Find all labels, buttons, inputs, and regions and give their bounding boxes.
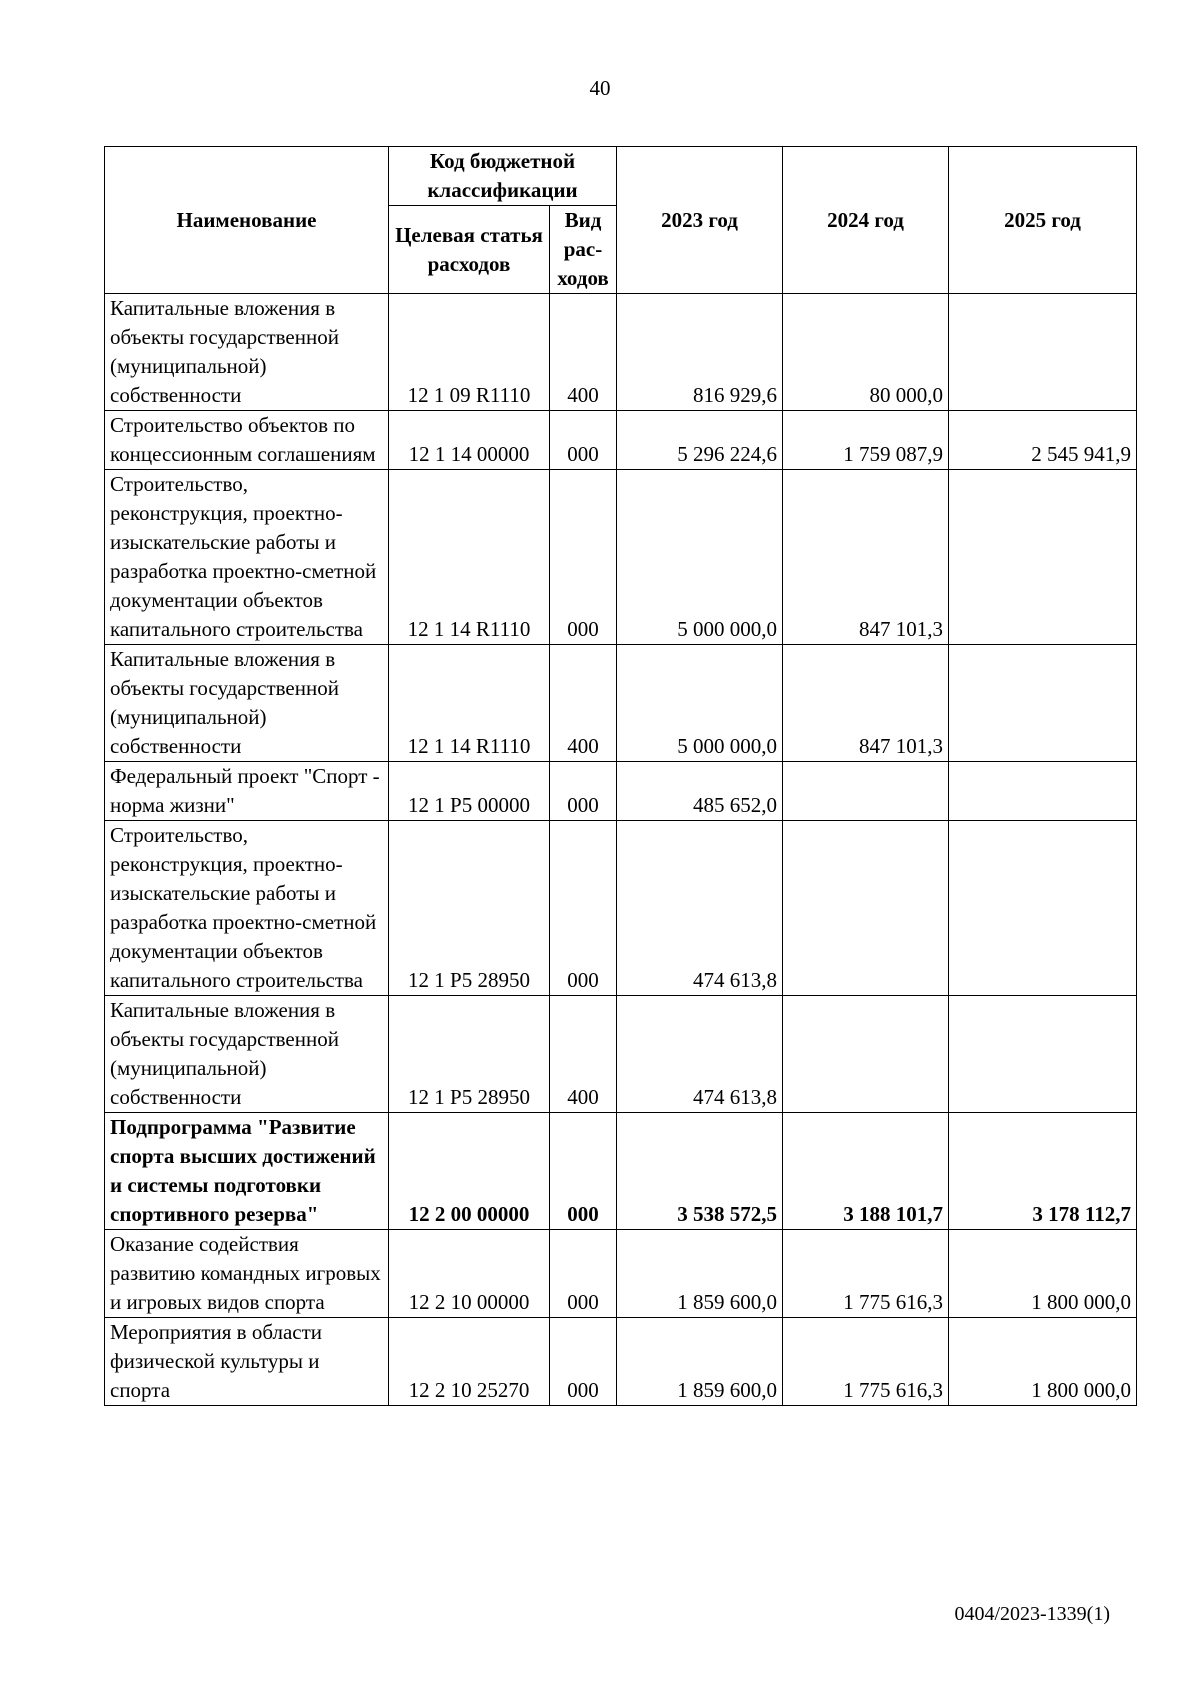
table-row [105, 470, 1137, 645]
row-2023: 485 652,0 [617, 762, 783, 821]
header-row [105, 147, 1137, 206]
row-target-code: 12 1 P5 00000 [389, 762, 550, 821]
row-name: Федеральный проект "Спорт - норма жизни" [105, 762, 389, 821]
row-name: Строительство, реконструкция, проектно-изыскательские работы и разработка проектно-сметной документации объектов капитального строительства [105, 470, 389, 645]
table-row [105, 996, 1137, 1113]
table-row [105, 1318, 1137, 1406]
table-row [105, 1230, 1137, 1318]
row-2025 [949, 645, 1137, 762]
row-2025 [949, 294, 1137, 411]
header-target-article: Целевая статья расходов [389, 206, 550, 294]
row-name: Подпрограмма "Развитие спорта высших достижений и системы подготовки спортивного резерва" [105, 1113, 389, 1230]
row-2024: 1 775 616,3 [783, 1230, 949, 1318]
row-name: Мероприятия в области физической культуры и спорта [105, 1318, 389, 1406]
row-target-code: 12 1 14 R1110 [389, 470, 550, 645]
row-target-code: 12 1 14 R1110 [389, 645, 550, 762]
row-2024: 847 101,3 [783, 645, 949, 762]
row-2024: 847 101,3 [783, 470, 949, 645]
row-2025 [949, 762, 1137, 821]
row-name: Капитальные вложения в объекты государственной (муниципальной) собственности [105, 294, 389, 411]
row-2025 [949, 821, 1137, 996]
row-2023: 5 000 000,0 [617, 470, 783, 645]
row-2025: 3 178 112,7 [949, 1113, 1137, 1230]
row-expense-kind: 000 [550, 411, 617, 470]
row-target-code: 12 2 10 25270 [389, 1318, 550, 1406]
header-code-group: Код бюджетной классификации [389, 147, 617, 206]
row-2023: 474 613,8 [617, 996, 783, 1113]
row-2023: 3 538 572,5 [617, 1113, 783, 1230]
row-target-code: 12 1 09 R1110 [389, 294, 550, 411]
table-row [105, 411, 1137, 470]
row-2024: 80 000,0 [783, 294, 949, 411]
document-registration-code: 0404/2023-1339(1) [954, 1603, 1110, 1625]
subprogram-row [105, 1113, 1137, 1230]
row-target-code: 12 1 P5 28950 [389, 821, 550, 996]
row-2024: 3 188 101,7 [783, 1113, 949, 1230]
header-2023: 2023 год [617, 147, 783, 294]
page-number: 40 [589, 76, 611, 100]
header-2025: 2025 год [949, 147, 1137, 294]
table-row [105, 762, 1137, 821]
row-name: Строительство объектов по концессионным соглашениям [105, 411, 389, 470]
row-2023: 5 000 000,0 [617, 645, 783, 762]
row-2023: 1 859 600,0 [617, 1318, 783, 1406]
row-target-code: 12 1 14 00000 [389, 411, 550, 470]
row-expense-kind: 000 [550, 821, 617, 996]
row-expense-kind: 000 [550, 1113, 617, 1230]
header-expense-kind: Вид рас-ходов [550, 206, 617, 294]
row-2023: 474 613,8 [617, 821, 783, 996]
header-name: Наименование [105, 147, 389, 294]
row-2023: 816 929,6 [617, 294, 783, 411]
row-2024: 1 759 087,9 [783, 411, 949, 470]
budget-table [104, 146, 1137, 1406]
row-2024 [783, 821, 949, 996]
row-2025: 1 800 000,0 [949, 1230, 1137, 1318]
row-2025: 1 800 000,0 [949, 1318, 1137, 1406]
row-2025 [949, 470, 1137, 645]
table-row [105, 645, 1137, 762]
row-name: Капитальные вложения в объекты государственной (муниципальной) собственности [105, 996, 389, 1113]
row-expense-kind: 400 [550, 294, 617, 411]
header-2024: 2024 год [783, 147, 949, 294]
row-name: Оказание содействия развитию командных игровых и игровых видов спорта [105, 1230, 389, 1318]
row-expense-kind: 000 [550, 762, 617, 821]
row-target-code: 12 2 00 00000 [389, 1113, 550, 1230]
row-name: Капитальные вложения в объекты государственной (муниципальной) собственности [105, 645, 389, 762]
row-2023: 5 296 224,6 [617, 411, 783, 470]
row-2024 [783, 762, 949, 821]
row-2025 [949, 996, 1137, 1113]
row-expense-kind: 000 [550, 1318, 617, 1406]
row-expense-kind: 400 [550, 996, 617, 1113]
row-2023: 1 859 600,0 [617, 1230, 783, 1318]
table-row [105, 294, 1137, 411]
row-2024: 1 775 616,3 [783, 1318, 949, 1406]
row-name: Строительство, реконструкция, проектно-изыскательские работы и разработка проектно-сметной документации объектов капитального строительства [105, 821, 389, 996]
row-expense-kind: 000 [550, 1230, 617, 1318]
table-row [105, 821, 1137, 996]
row-2024 [783, 996, 949, 1113]
row-target-code: 12 2 10 00000 [389, 1230, 550, 1318]
row-expense-kind: 000 [550, 470, 617, 645]
row-expense-kind: 400 [550, 645, 617, 762]
row-target-code: 12 1 P5 28950 [389, 996, 550, 1113]
row-2025: 2 545 941,9 [949, 411, 1137, 470]
